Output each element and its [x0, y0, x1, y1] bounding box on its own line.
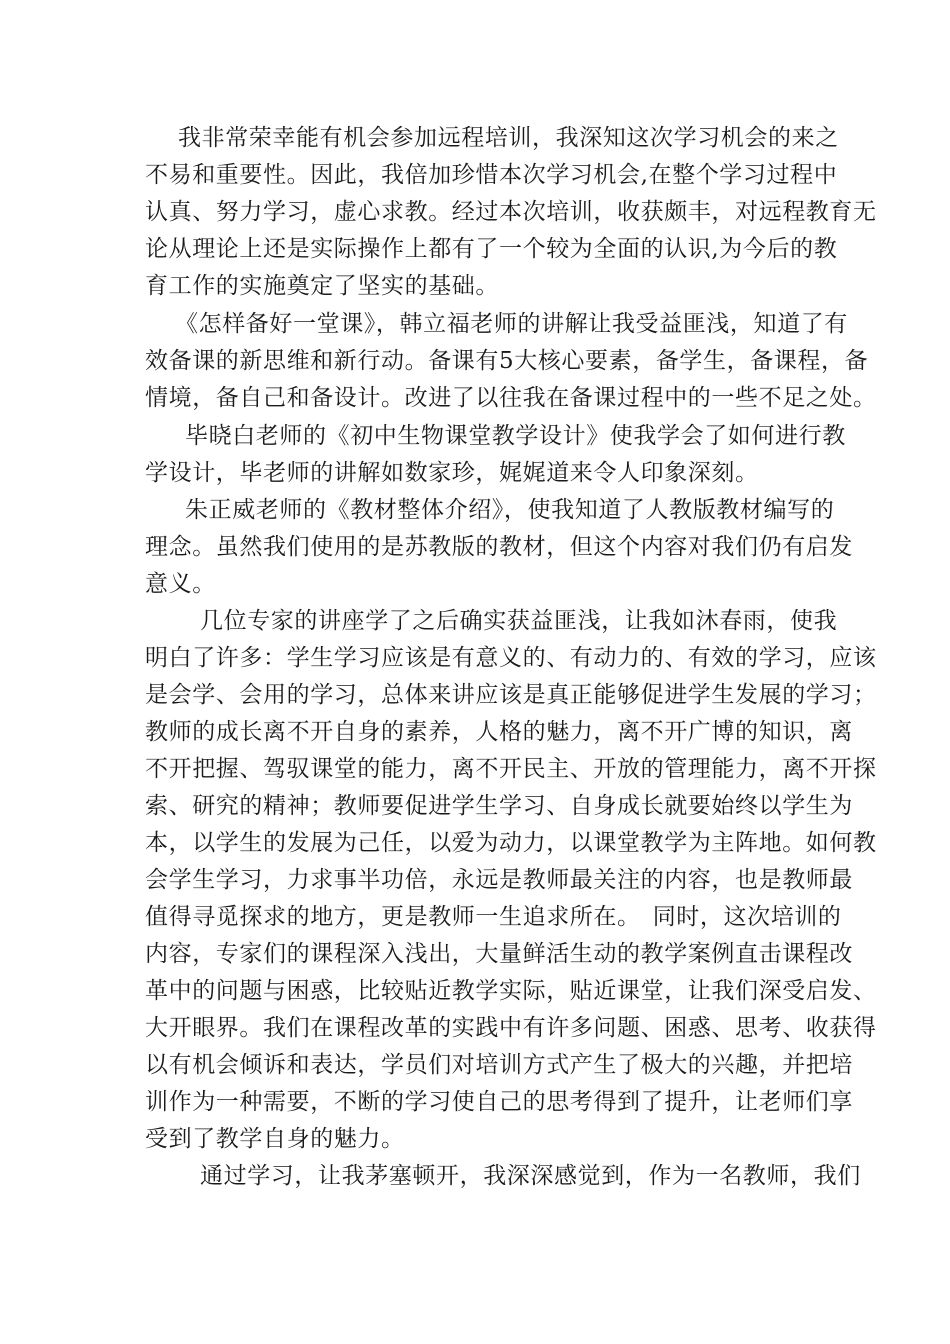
text-line: 论从理论上还是实际操作上都有了一个较为全面的认识,为今后的教 — [145, 236, 838, 262]
text-line: 教师的成长离不开自身的素养，人格的魅力，离不开广博的知识，离 — [145, 719, 853, 745]
text-line: 毕晓白老师的《初中生物课堂教学设计》使我学会了如何进行教 — [185, 423, 846, 449]
text-line: 《怎样备好一堂课》，韩立福老师的讲解让我受益匪浅，知道了有 — [175, 311, 848, 337]
text-line: 学设计，毕老师的讲解如数家珍，娓娓道来令人印象深刻。 — [145, 460, 759, 486]
text-line: 索、研究的精神；教师要促进学生学习、自身成长就要始终以学生为 — [145, 793, 853, 819]
text-line: 育工作的实施奠定了坚实的基础。 — [145, 273, 499, 299]
text-line: 会学生学习，力求事半功倍，永远是教师最关注的内容，也是教师最 — [145, 867, 853, 893]
text-line: 明白了许多：学生学习应该是有意义的、有动力的、有效的学习，应该 — [145, 645, 877, 671]
text-line: 我非常荣幸能有机会参加远程培训，我深知这次学习机会的来之 — [178, 125, 839, 151]
text-line: 意义。 — [145, 571, 216, 597]
text-line: 是会学、会用的学习，总体来讲应该是真正能够促进学生发展的学习； — [145, 682, 877, 708]
text-line: 几位专家的讲座学了之后确实获益匪浅，让我如沐春雨，使我 — [200, 608, 838, 634]
text-line: 受到了教学自身的魅力。 — [145, 1126, 405, 1152]
text-line: 效备课的新思维和新行动。备课有5大核心要素，备学生，备课程，备 — [145, 348, 869, 374]
text-line: 认真、努力学习，虚心求教。经过本次培训，收获颇丰，对远程教育无 — [145, 199, 877, 225]
text-line: 内容，专家们的课程深入浅出，大量鲜活生动的教学案例直击课程改 — [145, 941, 853, 967]
text-line: 本，以学生的发展为己任，以爱为动力，以课堂教学为主阵地。如何教 — [145, 830, 877, 856]
text-line: 值得寻觅探求的地方，更是教师一生追求所在。 同时，这次培训的 — [145, 904, 842, 930]
text-line: 通过学习，让我茅塞顿开，我深深感觉到，作为一名教师，我们 — [200, 1163, 861, 1189]
text-line: 以有机会倾诉和表达，学员们对培训方式产生了极大的兴趣，并把培 — [145, 1052, 853, 1078]
text-line: 不开把握、驾驭课堂的能力，离不开民主、开放的管理能力，离不开探 — [145, 756, 877, 782]
text-line: 不易和重要性。因此，我倍加珍惜本次学习机会,在整个学习过程中 — [145, 162, 838, 188]
text-line: 理念。虽然我们使用的是苏教版的教材，但这个内容对我们仍有启发 — [145, 534, 853, 560]
text-line: 大开眼界。我们在课程改革的实践中有许多问题、困惑、思考、收获得 — [145, 1015, 877, 1041]
text-line: 朱正威老师的《教材整体介绍》，使我知道了人教版教材编写的 — [185, 497, 835, 523]
text-line: 革中的问题与困惑，比较贴近教学实际，贴近课堂，让我们深受启发、 — [145, 978, 877, 1004]
text-line: 训作为一种需要，不断的学习使自己的思考得到了提升，让老师们享 — [145, 1089, 853, 1115]
text-line: 情境，备自己和备设计。改进了以往我在备课过程中的一些不足之处。 — [145, 385, 877, 411]
